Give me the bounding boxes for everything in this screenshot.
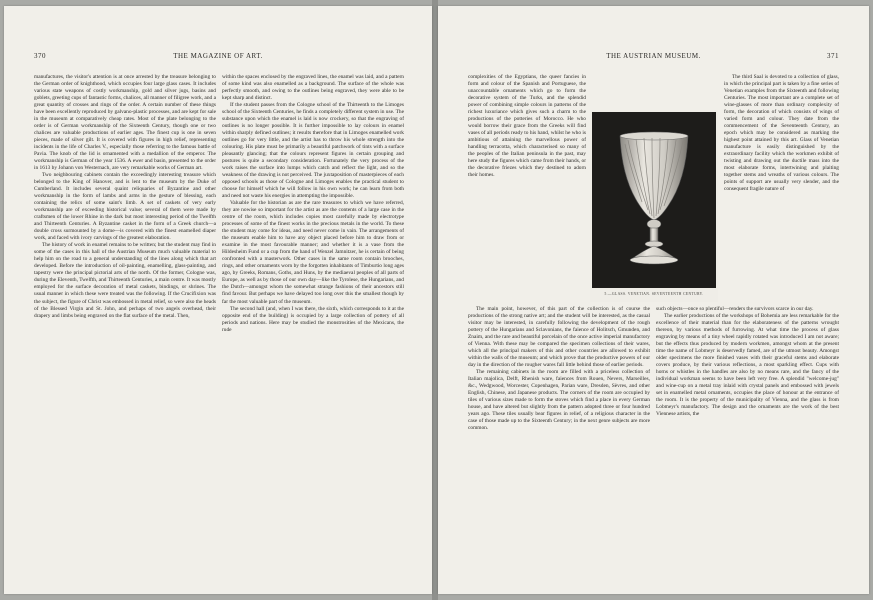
paragraph: manufactures, the visitor's attention is at once arrested by the treasure belonging to the German order of knighthood, which occupies four large glass cases. It includes various state weapons of costly workmanship, gold and silver jugs, basins and goblets, greeting cups of fantastic forms, chalices, all manner of filigree work, and a great quantity of crosses and rings of the order. A certain number of these things have been excellently reproduced by galvano-plastic processes, and are kept for sale in the museum at comparatively cheap rates. Most of the plate belonging to the order is of German workmanship of the Sixteenth Century, though one or two chalices are valuable productions of earlier ages. The finest cup is one in seven pieces, made of silver gilt. It is covered with figures in high relief, representing incidents in the life of Charles V., especially those referring to the famous battle of Pavia. The knob of the lid is ornamented with a medallion of the emperor. The workmanship is German of the year 1536. A ewer and basin, presented to the order in 1613 by Johann von Westernach, are very remarkable works of German art. bbox=[34, 74, 216, 172]
paragraph: The main point, however, of this part of the collection is of course the productions of the strong native art; and the student will be interested, as the casual visitor may be interested, in carefully following the development of the rough pottery of the Hungarians and Sclavonians, the faience of Holitsch, Gmunden, and Znaim, and the rare and beautiful porcelain of the once active imperial manufactory of Vienna. With these may be compared the specimen collections of their wares, which all the principal makers of this and other countries are allowed to exhibit within the walls of the museum; and which prove that the productive powers of our day in the direction of the rougher wares fall little behind those of earlier periods. bbox=[468, 306, 650, 369]
paragraph: If the student passes from the Cologne school of the Thirteenth to the Limoges school of the Sixteenth Centuries, he finds a completely different system in use. The substance upon which the enamel is laid is now crockery, so that the engraving of outlines is no longer possible. It is further impossible to lay colours in enamel within sharply defined outlines; it results therefore that in Limoges enamelled work outlines go for very little, and the artist has to throw his whole strength into the colouring. His plate must be primarily a beautiful patchwork of tints with a surface pleasantly glancing; that the colours represent figures in certain grouping and postures is quite a secondary consideration. Fortunately the very process of the work raises the surface into lumps which catch and reflect the light, and so the weakness of the drawing is not perceived. The juxtaposition of masterpieces of each opposed schools as those of Cologne and Limoges enables the practical student to choose for himself which he will follow in his own work; he can learn from both and need not waste his energies in attempting the impossible. bbox=[222, 102, 404, 200]
left-column-1 bbox=[34, 74, 216, 574]
right-column-2-bottom bbox=[656, 306, 839, 578]
goblet-knop bbox=[647, 220, 661, 229]
paragraph: The earlier productions of the workshops of Bohemia are less remarkable for the excellence of their material than for the elaborateness of the patterns wrought thereon, by various methods of furrowing. At what time the process of glass engraving by means of a tiny wheel rapidly rotated was introduced I am not aware; but the effects thus produced by modern workmen, amongst whom at the present time the name of Lobmeyr is deservedly famed, are of the utmost beauty. Amongst older specimens the more finished vases with their graceful stems and elaborate covers produce, by their various reflections, a most sparkling effect. Cups with horns or whistles in the handles are also by no means rare, and the fancy of the individual workman seems to have been left very free. A splendid "welcome-jug" and wine-cup on a metal tray inlaid with crystal panels and embossed with jewels set in enamelled metal ornaments, occupies the place of honour at the entrance of the room. It is the property of the municipality of Vienna, and the glass is from Lobmeyr's manufactory. The design and the ornaments are the work of the best Viennese artists, the bbox=[656, 313, 839, 418]
left-page bbox=[4, 6, 432, 594]
paragraph: Two neighbouring cabinets contain the exceedingly interesting treasure which belonged to the King of Hanover, and is lent to the museum by the Duke of Cumberland. It includes several quaint reliquaries of Byzantine and other workmanship in the form of lambs and arms in the gesture of blessing, each containing the relics of some saint's limb. A set of caskets of very early workmanship are of exceeding historical value; several of them were made by craftsmen of the lower Rhine in the dark but most interesting period of the Twelfth and Thirteenth Centuries. A Byzantine casket in the form of a Greek church—a double cross surmounted by a dome—is covered with the finest enamelled diaper work, and faced with ivory carvings of the greatest elaboration. bbox=[34, 172, 216, 242]
right-page-number: 371 bbox=[827, 52, 839, 60]
right-column-2-top bbox=[724, 74, 839, 306]
paragraph: complexities of the Egyptians, the queer fancies in form and colour of the Spanish and Portuguese, the unaccountable ornaments which go to form the decorative system of the Turks, and the splendid power of combining simple colours in patterns of the richest luxuriance which gives such a charm to the productions of the potteries of Morocco. He who would borrow their grace from the Greeks will find vases of all periods ready to his hand, whilst he who is ambitious of attaining the marvellous power of handling terracotta, which characterised so many of the peoples of the Italian peninsula in the past, may here study the figures which came from their hands, or the decorative friezes which they destined to adorn their homes. bbox=[468, 74, 586, 179]
left-running-head: THE MAGAZINE OF ART. bbox=[173, 52, 263, 60]
paragraph: within the spaces enclosed by the engraved lines, the enamel was laid, and a pattern of some kind was also enamelled as a background. The surface of the whole was perfectly smooth, and owing to the outlines being engraved, they were able to be kept sharp and distinct. bbox=[222, 74, 404, 102]
goblet-bowl bbox=[620, 133, 688, 220]
paragraph: Valuable for the historian as are the rare treasures to which we have referred, they are nowise so important for the artist as are the contents of a large case in the centre of the room, which includes copies most carefully made by electrotype processes of some of the finest works in the precious metals in the world. To these the student may come for ideas, and need never come in vain. The arrangements of the museum enable him to have any object placed before him to draw from or examine in the most favourable manner; and whether it is a vase from the Hildesheim Fund or a cup from the hand of Wenzel Jamnitzer, he is certain of being confronted with a masterwork. Other cases in the same room contain brooches, rings, and other ornaments worn by the forgotten inhabitants of Timburtio long ages ago, by Greeks, Romans, Goths, and Huns, by the mediaeval peoples of all parts of Europe, as well as by those of our own day—like the Tyrolese, the Hungarians, and the Dutch—amongst whom the somewhat strange fashions of their ancestors still find favour. But perhaps we have delayed too long over this the smallest though by far the most valuable part of the museum. bbox=[222, 200, 404, 305]
right-column-1-top bbox=[468, 74, 586, 304]
glass-goblet-illustration bbox=[590, 110, 718, 290]
left-column-2 bbox=[222, 74, 404, 574]
right-running-head: THE AUSTRIAN MUSEUM. bbox=[606, 52, 701, 60]
right-page bbox=[438, 6, 869, 594]
figure-caption: 5.—GLASS. VENETIAN. SEVENTEENTH CENTURY. bbox=[604, 292, 704, 296]
right-page-header bbox=[438, 52, 869, 64]
paragraph: such objects—once so plentiful—renders the survivors scarce in our day. bbox=[656, 306, 814, 312]
left-page-number: 370 bbox=[34, 52, 46, 60]
venetian-glass-figure bbox=[590, 110, 718, 302]
paragraph: The third Saal is devoted to a collection of glass, in which the principal part is taken by a fine series of Venetian examples from the Sixteenth and following Centuries. The most important are a complete set of wine-glasses of more than ordinary complexity of form, the decoration of which consists of wings of varied form and colour. They date from the commencement of the Seventeenth Century, an epoch which may be considered as marking the highest point attained by this art. Glass of Venetian manufacture is easily distinguished by the extraordinary facility which the workmen exhibit of twisting and drawing out the ductile mass into the most elaborate forms, intertwining and plaiting together stems and wreaths of various colours. The points of support are usually very slender, and the consequent fragile nature of bbox=[724, 74, 839, 193]
left-page-header bbox=[4, 52, 432, 64]
paragraph: The history of work in enamel remains to be written; but the student may find in some of the cases in this hall of the Austrian Museum much valuable material to help him on the road to a general understanding of the lines along which that art developed. Before the introduction of oil-painting, enamelling, glass-painting, and tapestry were the principal pictorial arts of the north. Of the former, Cologne was, during the Eleventh, Twelfth, and Thirteenth Centuries, a main centre. It was mostly employed for the surface decoration of metal caskets, bindings, or shrines. The usual manner in which these were treated was the following. If the Crucifixion was the subject, the figure of Christ was embossed in metal relief, so were also the heads of the Blessed Virgin and St. John, and perhaps of two angels overhead, their drapery and limbs being engraved on the flat surface of the metal. Then, bbox=[34, 242, 216, 319]
goblet-rim bbox=[620, 132, 688, 140]
paragraph: The remaining cabinets in the room are filled with a priceless collection of Italian majolica, Delft, Rhenish ware, faiences from Rouen, Nevers, Marseilles, &c., Wedgwood, Worcester, Copenhagen, Parian ware, Dresden, Sèvres, and other English, Chinese, and Japanese products. The corners of the room are occupied by tiles of various sizes made to form the stoves which find a place in every German house, and have altered but slightly from the pattern adopted three or four hundred years ago. These tiles usually bear figures in relief, of a religious character in the case of those made up to the Sixteenth Century; in the next genre subjects are more common. bbox=[468, 369, 650, 432]
paragraph: The second hall (and, when I was there, the sixth, which corresponds to it at the opposite end of the building) is occupied by a large collection of pottery of all periods and nations. Here may be studied the monstrosities of the Mexicans, the rude bbox=[222, 305, 404, 333]
right-column-1-bottom bbox=[468, 306, 650, 578]
